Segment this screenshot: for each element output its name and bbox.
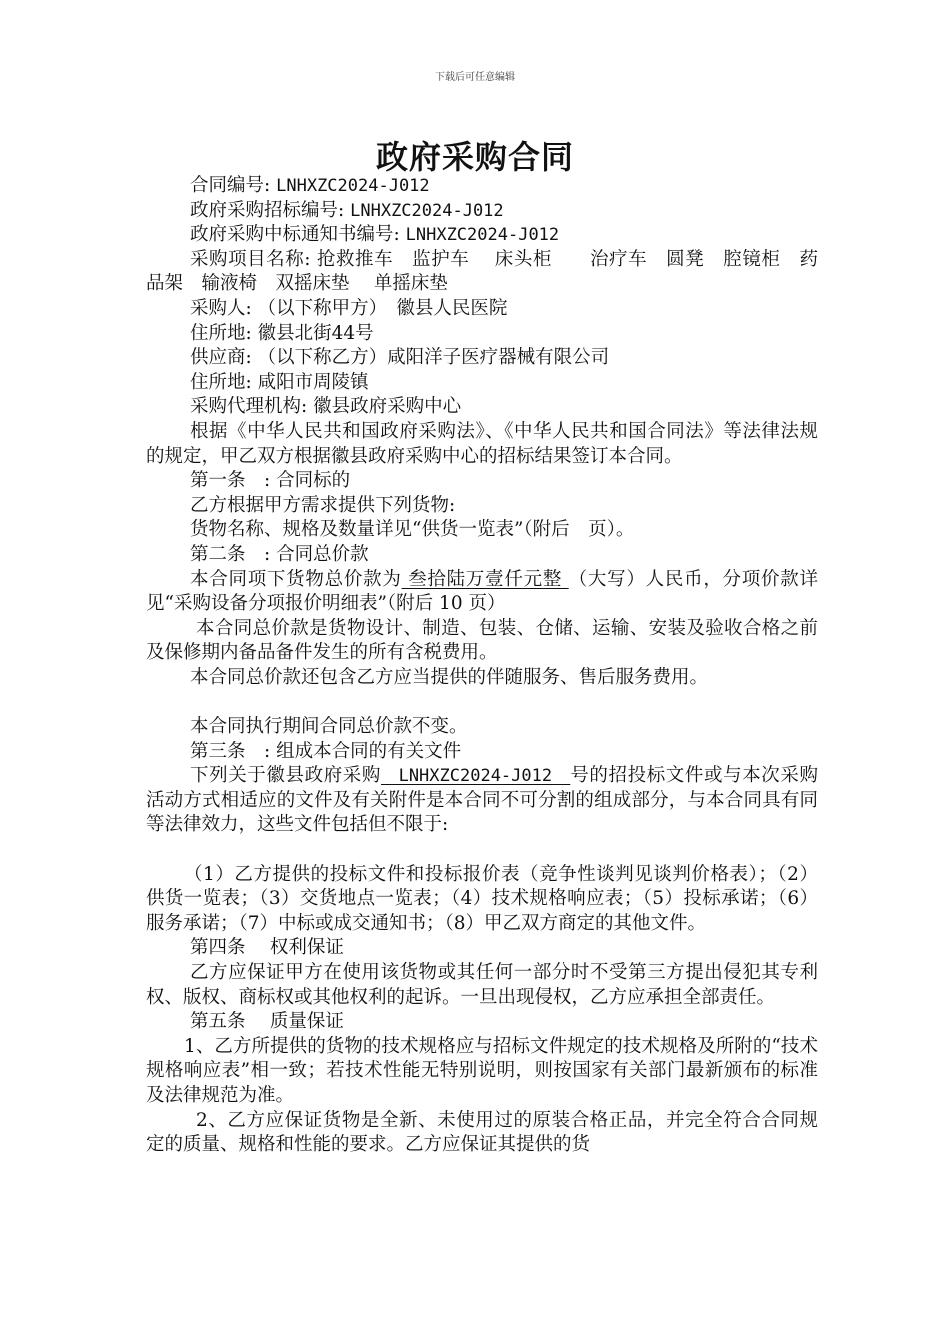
total-amount: 叁拾陆万壹仟元整 <box>401 568 569 590</box>
article-4-paragraph-1: 乙方应保证甲方在使用该货物或其任何一部分时不受第三方提出侵犯其专利权、版权、商标权或其他权利的起诉。一旦出现侵权，乙方应承担全部责任。 <box>146 962 818 1008</box>
buyer-line: 采购人: （以下称甲方） 徽县人民医院 <box>190 297 508 319</box>
supplier-address-line: 住所地: 咸阳市周陵镇 <box>190 371 369 393</box>
contract-number: LNHXZC2024-J012 <box>276 176 430 196</box>
bid-number-line: 政府采购招标编号: LNHXZC2024-J012 <box>190 199 504 221</box>
article-2-paragraph-3: 本合同总价款还包含乙方应当提供的伴随服务、售后服务费用。 <box>190 666 709 688</box>
article-2-paragraph-4: 本合同执行期间合同总价款不变。 <box>190 716 468 738</box>
article-3-document-list: （1）乙方提供的投标文件和投标报价表（竞争性谈判见谈判价格表）；（2）供货一览表；（3）交货地点一览表；（4）技术规格响应表；（5）投标承诺；（6）服务承诺；（7）中标或成交通知书；（8）甲乙双方商定的其他文件。 <box>146 863 818 934</box>
spacer <box>146 838 818 863</box>
article-5-paragraph-1: 1、乙方所提供的货物的技术规格应与招标文件规定的技术规格及所附的“技术规格响应表”相一致；若技术性能无特别说明，则按国家有关部门最新颁布的标准及法律规范为准。 <box>146 1035 818 1106</box>
buyer-address-line: 住所地: 徽县北街44号 <box>190 322 374 344</box>
project-name-line: 采购项目名称: 抢救推车 监护车 床头柜 治疗车 圆凳 腔镜柜 药品架 输液椅 双摇床垫 单摇床垫 <box>146 248 818 295</box>
agency-line: 采购代理机构: 徽县政府采购中心 <box>190 396 462 418</box>
basis-paragraph: 根据《中华人民共和国政府采购法》、《中华人民共和国合同法》等法律法规的规定，甲乙双方根据徽县政府采购中心的招标结果签订本合同。 <box>146 420 818 467</box>
award-number: LNHXZC2024-J012 <box>405 225 560 246</box>
article-5-title: 第五条 质量保证 <box>190 1011 344 1033</box>
article-4-title: 第四条 权利保证 <box>190 937 344 959</box>
article-5-paragraph-2: 2、乙方应保证货物是全新、未使用过的原装合格正品，并完全符合合同规定的质量、规格和性能的要求。乙方应保证其提供的货 <box>146 1109 818 1156</box>
article-3-title: 第三条 : 组成本合同的有关文件 <box>190 740 462 762</box>
contract-body <box>146 174 818 1158</box>
article-2-title: 第二条 : 合同总价款 <box>190 543 369 565</box>
article-1-title: 第一条 : 合同标的 <box>190 470 351 492</box>
article-1-paragraph-2: 货物名称、规格及数量详见“供货一览表”（附后 页）。 <box>190 519 635 541</box>
header-note: 下载后可任意编辑 <box>435 72 515 83</box>
article-3-paragraph-1: 下列关于徽县政府采购 LNHXZC2024-J012 号的招投标文件或与本次采购活动方式相适应的文件及有关附件是本合同不可分割的组成部分，与本合同具有同等法律效力，这些文件包括但不限于: <box>146 765 818 836</box>
bid-number: LNHXZC2024-J012 <box>350 200 504 221</box>
supplier-line: 供应商: （以下称乙方）咸阳洋子医疗器械有限公司 <box>190 347 610 369</box>
project-items: 抢救推车 监护车 床头柜 治疗车 圆凳 腔镜柜 药品架 输液椅 双摇床垫 单摇床垫 <box>146 248 818 295</box>
article-2-paragraph-2: 本合同总价款是货物设计、制造、包装、仓储、运输、安装及验收合格之前及保修期内备品备件发生的所有含税费用。 <box>146 617 818 664</box>
article-2-paragraph-1: 本合同项下货物总价款为 叁拾陆万壹仟元整 （大写）人民币，分项价款详见“采购设备分项报价明细表”（附后 10 页） <box>146 568 818 615</box>
contract-number-line: 合同编号: LNHXZC2024-J012 <box>190 175 430 196</box>
document-title: 政府采购合同 <box>375 138 574 176</box>
article-1-paragraph-1: 乙方根据甲方需求提供下列货物: <box>190 494 456 516</box>
spacer <box>146 690 818 715</box>
procurement-reference: LNHXZC2024-J012 <box>380 766 571 787</box>
award-number-line: 政府采购中标通知书编号: LNHXZC2024-J012 <box>190 224 560 246</box>
